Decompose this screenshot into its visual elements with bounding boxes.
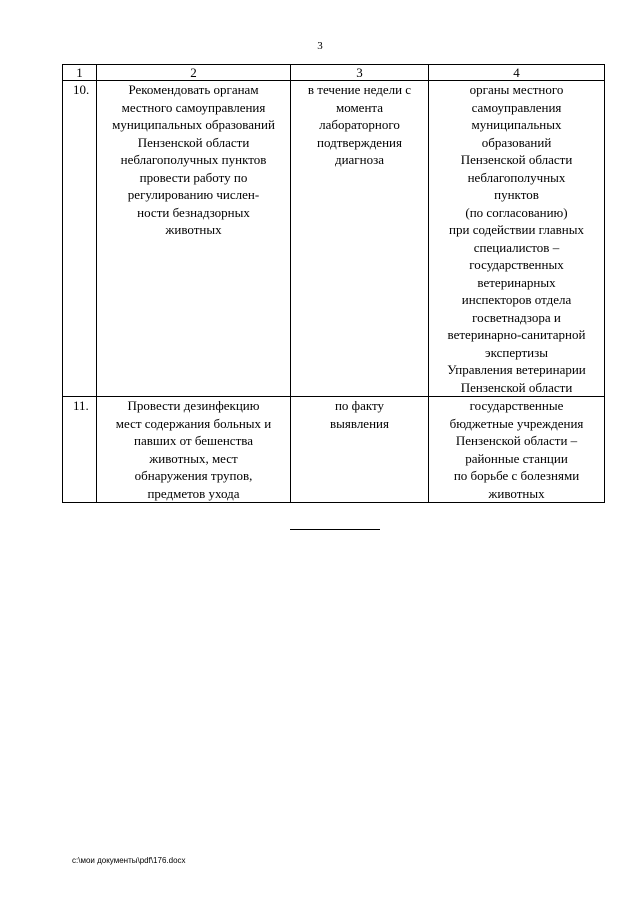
- cell-text-line: в течение недели с: [307, 82, 412, 97]
- cell-text-line: животных: [165, 222, 222, 237]
- cell-text-line: диагноза: [334, 152, 385, 167]
- cell-text-line: провести работу по: [139, 169, 248, 185]
- cell-text-line: специалистов –: [473, 239, 560, 255]
- cell-text-line: районные станции: [465, 450, 568, 466]
- cell-text-line: по факту: [334, 398, 385, 413]
- term-cell: [291, 81, 429, 397]
- cell-text-line: Пензенской области: [460, 152, 573, 167]
- cell-text-line: Рекомендовать органам: [128, 82, 259, 97]
- table-row: [63, 397, 605, 503]
- cell-text-line: лабораторного: [319, 117, 400, 132]
- cell-text-line: обнаружения трупов,: [134, 468, 253, 483]
- cell-text-line: Провести дезинфекцию: [127, 398, 260, 413]
- row-number: 11.: [63, 397, 97, 503]
- cell-text-line: животных, мест: [149, 450, 238, 466]
- table-header-row: [63, 65, 605, 81]
- cell-text-line: животных: [488, 485, 545, 501]
- cell-text-line: неблагополучных: [467, 169, 566, 185]
- cell-text-line: муниципальных образований: [112, 117, 275, 132]
- cell-text-line: мест содержания больных и: [115, 415, 272, 431]
- cell-text-line: бюджетные учреждения: [449, 415, 584, 431]
- page-number: 3: [317, 40, 323, 52]
- cell-text-line: Пензенской области: [137, 134, 250, 150]
- responsible-cell: [429, 81, 605, 397]
- cell-text-line: при содействии главных: [449, 222, 584, 237]
- cell-text-line: пунктов: [494, 187, 539, 202]
- cell-text-line: неблагополучных пунктов: [120, 152, 267, 167]
- measures-table: [62, 64, 605, 503]
- cell-text-line: момента: [335, 99, 384, 115]
- header-cell: 1: [63, 65, 97, 81]
- cell-text-line: Управления ветеринарии: [447, 362, 586, 377]
- cell-text-line: государственные: [469, 398, 564, 413]
- footer-file-path: c:\мои документы\pdf\176.docx: [72, 856, 186, 865]
- cell-text-line: подтверждения: [317, 134, 402, 150]
- cell-text-line: экспертизы: [485, 344, 548, 360]
- table-row: [63, 81, 605, 397]
- cell-text-line: ности безнадзорных: [137, 204, 250, 220]
- cell-text-line: органы местного: [469, 82, 564, 97]
- term-cell: [291, 397, 429, 503]
- cell-text-line: выявления: [330, 415, 389, 431]
- cell-text-line: самоуправления: [471, 99, 562, 115]
- cell-text-line: Пензенской области: [460, 379, 573, 395]
- header-cell: 4: [429, 65, 605, 81]
- action-cell: [97, 81, 291, 397]
- cell-text-line: образований: [481, 134, 552, 150]
- cell-text-line: муниципальных: [471, 117, 562, 132]
- cell-text-line: Пензенской области –: [455, 433, 578, 448]
- cell-text-line: инспекторов отдела: [461, 292, 572, 307]
- row-number: 10.: [63, 81, 97, 397]
- cell-text-line: государственных: [469, 257, 564, 272]
- header-cell: 2: [97, 65, 291, 81]
- cell-text-line: ветеринарно-санитарной: [447, 327, 586, 342]
- action-cell: [97, 397, 291, 503]
- cell-text-line: предметов ухода: [147, 485, 240, 501]
- cell-text-line: госветнадзора и: [472, 309, 561, 325]
- responsible-cell: [429, 397, 605, 503]
- cell-text-line: по борьбе с болезнями: [453, 468, 580, 483]
- cell-text-line: местного самоуправления: [121, 99, 266, 115]
- end-separator-line: [290, 529, 380, 530]
- cell-text-line: ветеринарных: [477, 274, 556, 290]
- cell-text-line: (по согласованию): [465, 204, 568, 220]
- cell-text-line: регулированию числен-: [127, 187, 260, 202]
- header-cell: 3: [291, 65, 429, 81]
- cell-text-line: павших от бешенства: [134, 433, 253, 448]
